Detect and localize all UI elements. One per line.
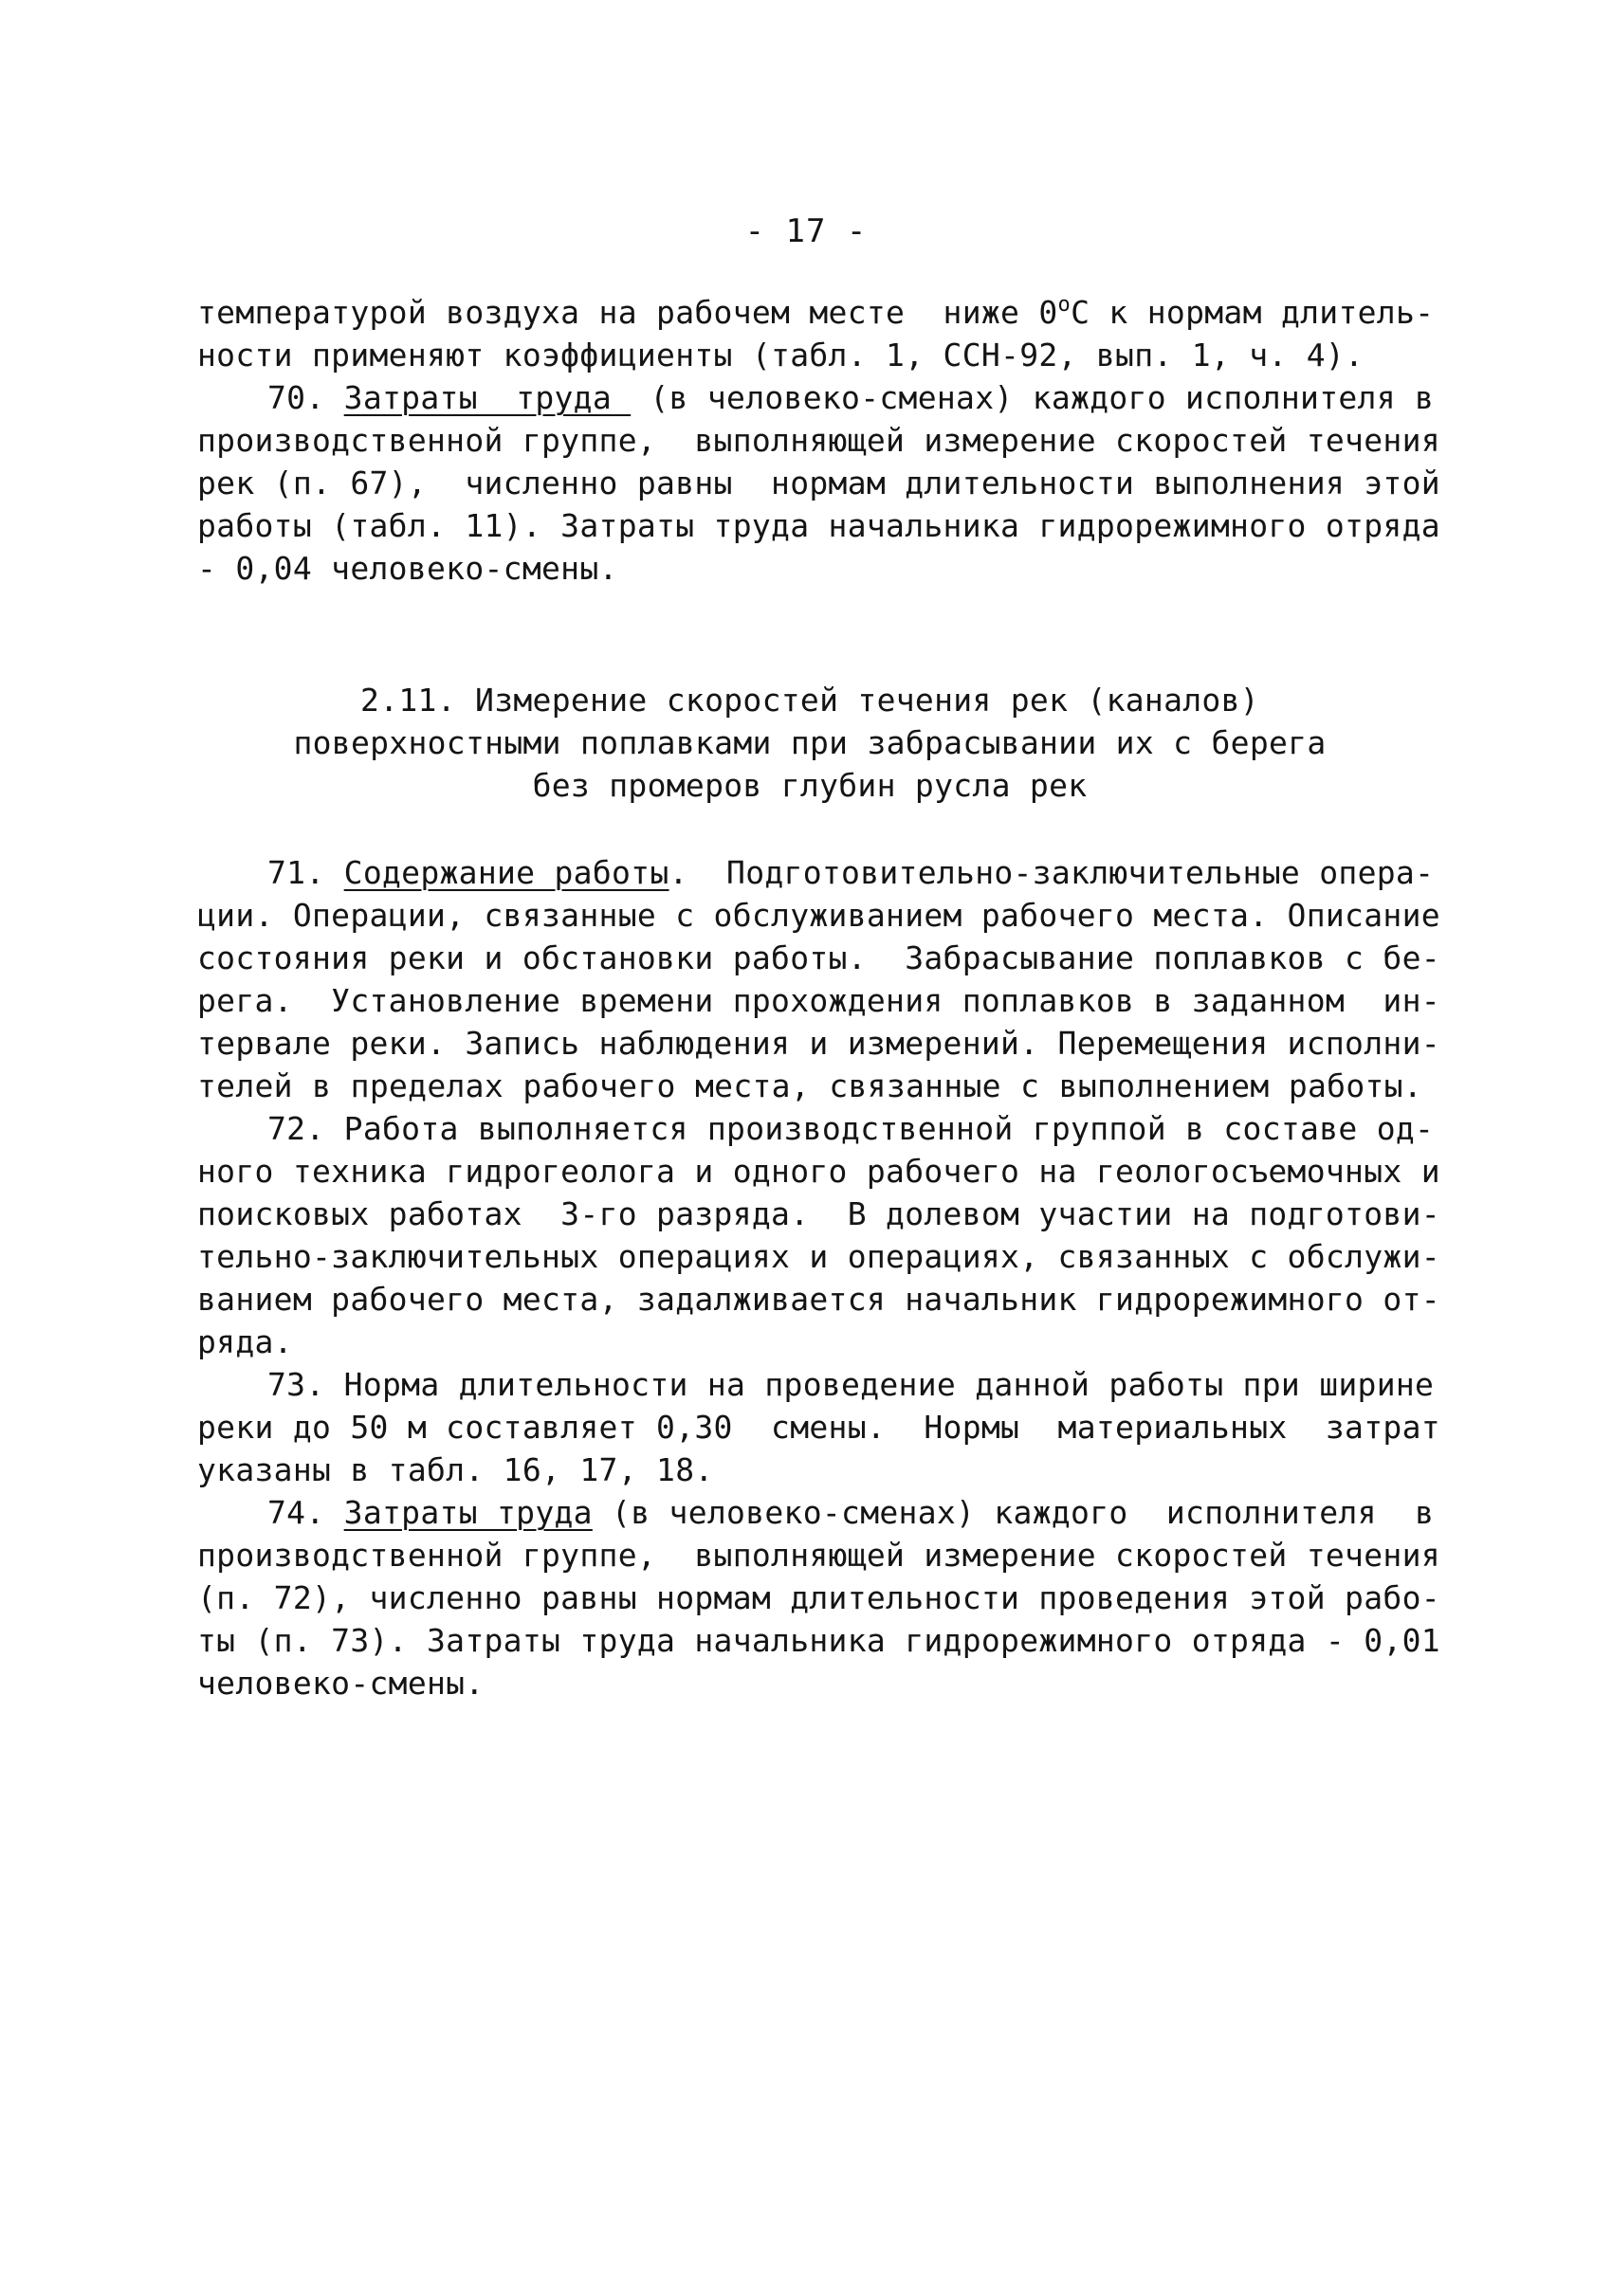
text-line: ряда. bbox=[197, 1323, 293, 1360]
text-line bbox=[197, 1491, 1435, 1534]
text-line: 72. Работа выполняется производственной группой в составе од- bbox=[267, 1110, 1435, 1147]
heading-line: 2.11. Измерение скоростей течения рек (каналов) bbox=[360, 682, 1259, 719]
paragraph-number: 74. bbox=[267, 1494, 344, 1531]
paragraph-71 bbox=[197, 851, 1440, 1107]
text-line: ции. Операции, связанные с обслуживанием рабочего места. Описание bbox=[197, 897, 1440, 934]
text-line bbox=[197, 851, 1435, 894]
text-line: указаны в табл. 16, 17, 18. bbox=[197, 1451, 714, 1488]
paragraph-number: 70. bbox=[267, 379, 344, 416]
text-line: рега. Установление времени прохождения поплавков в заданном ин- bbox=[197, 982, 1440, 1019]
text-line: производственной группе, выполняющей измерение скоростей течения bbox=[197, 422, 1440, 459]
paragraph-72 bbox=[197, 1107, 1440, 1363]
section-heading bbox=[197, 679, 1422, 807]
text-line: тельно-заключительных операциях и операциях, связанных с обслужи- bbox=[197, 1238, 1440, 1275]
text-line: телей в пределах рабочего места, связанные с выполнением работы. bbox=[197, 1067, 1422, 1104]
text-line bbox=[197, 376, 1435, 419]
text-line: тервале реки. Запись наблюдения и измерений. Перемещения исполни- bbox=[197, 1025, 1440, 1062]
continuation-paragraph bbox=[197, 291, 1435, 376]
underlined-term: Затраты труда bbox=[343, 1494, 593, 1531]
underlined-term: Затраты труда bbox=[343, 379, 632, 416]
heading-line: поверхностными поплавками при забрасывании их с берега bbox=[293, 724, 1327, 761]
text-fragment: . Подготовительно-заключительные опера- bbox=[669, 854, 1435, 891]
paragraph-70 bbox=[197, 376, 1440, 590]
text-line: состояния реки и обстановки работы. Забрасывание поплавков с бе- bbox=[197, 939, 1440, 976]
text-line: ного техника гидрогеолога и одного рабочего на геологосъемочных и bbox=[197, 1153, 1440, 1190]
text-line: работы (табл. 11). Затраты труда начальника гидрорежимного отряда bbox=[197, 507, 1440, 544]
text-line: (п. 72), численно равны нормам длительности проведения этой рабо- bbox=[197, 1579, 1440, 1616]
text-line: ванием рабочего места, задалживается начальник гидрорежимного от- bbox=[197, 1281, 1440, 1318]
text-line: рек (п. 67), численно равны нормам длительности выполнения этой bbox=[197, 465, 1440, 501]
degree-superscript: о bbox=[1057, 293, 1072, 317]
text-line bbox=[197, 291, 1435, 334]
text-line: - 0,04 человеко-смены. bbox=[197, 550, 618, 587]
text-fragment: С к нормам длитель- bbox=[1071, 294, 1435, 331]
text-line: поисковых работах 3-го разряда. В долевом участии на подготови- bbox=[197, 1195, 1440, 1232]
heading-line: без промеров глубин русла рек bbox=[532, 767, 1088, 804]
text-fragment: температурой воздуха на рабочем месте ниже 0 bbox=[197, 294, 1058, 331]
text-line: человеко-смены. bbox=[197, 1665, 485, 1702]
text-line: 73. Норма длительности на проведение данной работы при ширине bbox=[267, 1366, 1435, 1403]
text-fragment: (в человеко-сменах) каждого исполнителя в bbox=[631, 379, 1435, 416]
paragraph-74 bbox=[197, 1491, 1440, 1704]
text-line: ты (п. 73). Затраты труда начальника гидрорежимного отряда - 0,01 bbox=[197, 1622, 1440, 1659]
text-fragment: (в человеко-сменах) каждого исполнителя в bbox=[592, 1494, 1435, 1531]
text-line: производственной группе, выполняющей измерение скоростей течения bbox=[197, 1537, 1440, 1574]
page-number: - 17 - bbox=[744, 212, 868, 250]
underlined-term: Содержание работы bbox=[343, 854, 669, 891]
text-line: ности применяют коэффициенты (табл. 1, ССН-92, вып. 1, ч. 4). bbox=[197, 337, 1365, 374]
paragraph-73 bbox=[197, 1363, 1440, 1491]
paragraph-number: 71. bbox=[267, 854, 344, 891]
text-line: реки до 50 м составляет 0,30 смены. Нормы материальных затрат bbox=[197, 1409, 1440, 1446]
